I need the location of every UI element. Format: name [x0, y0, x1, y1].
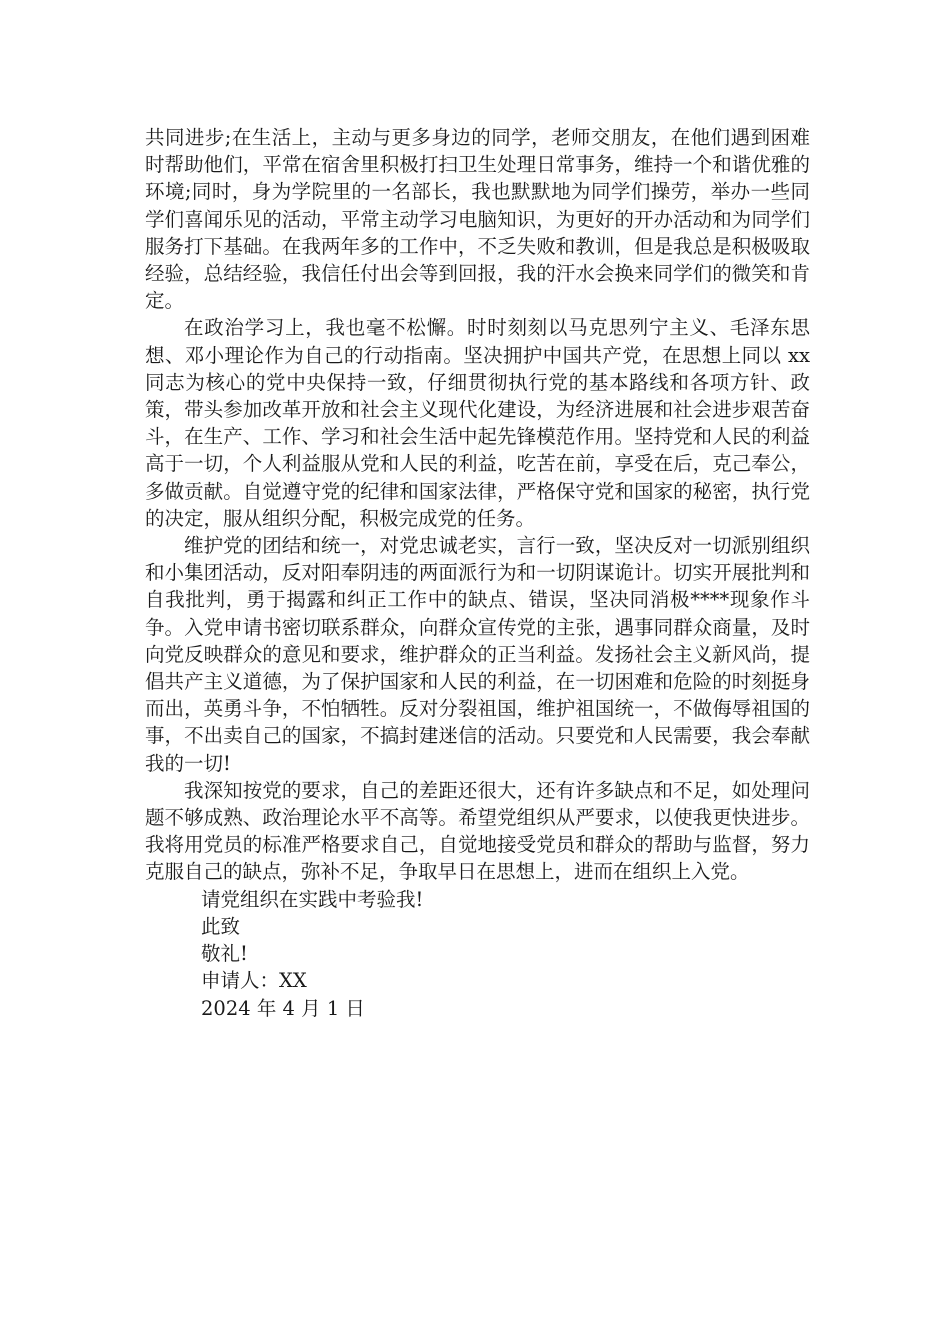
paragraph-life: 共同进步;在生活上，主动与更多身边的同学，老师交朋友，在他们遇到困难时帮助他们，平常在宿舍里积极打扫卫生处理日常事务，维持一个和谐优雅的环境;同时，身为学院里的一名部长，我也默默地为同学们操劳，举办一些同学们喜闻乐见的活动，平常主动学习电脑知识，为更好的开办活动和为同学们服务打下基础。在我两年多的工作中，不乏失败和教训，但是我总是积极吸取经验，总结经验，我信任付出会等到回报，我的汗水会换来同学们的微笑和肯定。 [145, 126, 810, 313]
paragraph-political-study: 在政治学习上，我也毫不松懈。时时刻刻以马克思列宁主义、毛泽东思想、邓小理论作为自己的行动指南。坚决拥护中国共产党，在思想上同以 xx 同志为核心的党中央保持一致，仔细贯彻执行党的基本路线和各项方针、政策，带头参加改革开放和社会主义现代化建设，为经济进展和社会进步艰苦奋斗，在生产、工作、学习和社会生活中起先锋模范作用。坚持党和人民的利益高于一切，个人利益服从党和人民的利益，吃苦在前，享受在后，克己奉公，多做贡献。自觉遵守党的纪律和国家法律，严格保守党和国家的秘密，执行党的决定，服从组织分配，积极完成党的任务。 [145, 316, 810, 530]
paragraph-self-reflection: 我深知按党的要求，自己的差距还很大，还有许多缺点和不足，如处理问题不够成熟、政治理论水平不高等。希望党组织从严要求，以使我更快进步。我将用党员的标准严格要求自己，自觉地接受党员和群众的帮助与监督，努力克服自己的缺点，弥补不足，争取早日在思想上，进而在组织上入党。 [145, 778, 810, 884]
closing-regards: 敬礼! [201, 942, 248, 966]
document-body [145, 124, 810, 1022]
closing-salutation: 此致 [201, 914, 241, 938]
paragraph-party-unity: 维护党的团结和统一，对党忠诚老实，言行一致，坚决反对一切派别组织和小集团活动，反对阳奉阴违的两面派行为和一切阴谋诡计。切实开展批判和自我批判，勇于揭露和纠正工作中的缺点、错误，坚决同消极****现象作斗争。入党申请书密切联系群众，向群众宣传党的主张，遇事同群众商量，及时向党反映群众的意见和要求，维护群众的正当利益。发扬社会主义新风尚，提倡共产主义道德，为了保护国家和人民的利益，在一切困难和危险的时刻挺身而出，英勇斗争，不怕牺牲。反对分裂祖国，维护祖国统一，不做侮辱祖国的事，不出卖自己的国家，不搞封建迷信的活动。只要党和人民需要，我会奉献我的一切! [145, 534, 810, 775]
applicant-signature: 申请人：XX [201, 969, 307, 993]
application-date: 2024 年 4 月 1 日 [201, 996, 365, 1020]
closing-request: 请党组织在实践中考验我! [201, 887, 424, 911]
